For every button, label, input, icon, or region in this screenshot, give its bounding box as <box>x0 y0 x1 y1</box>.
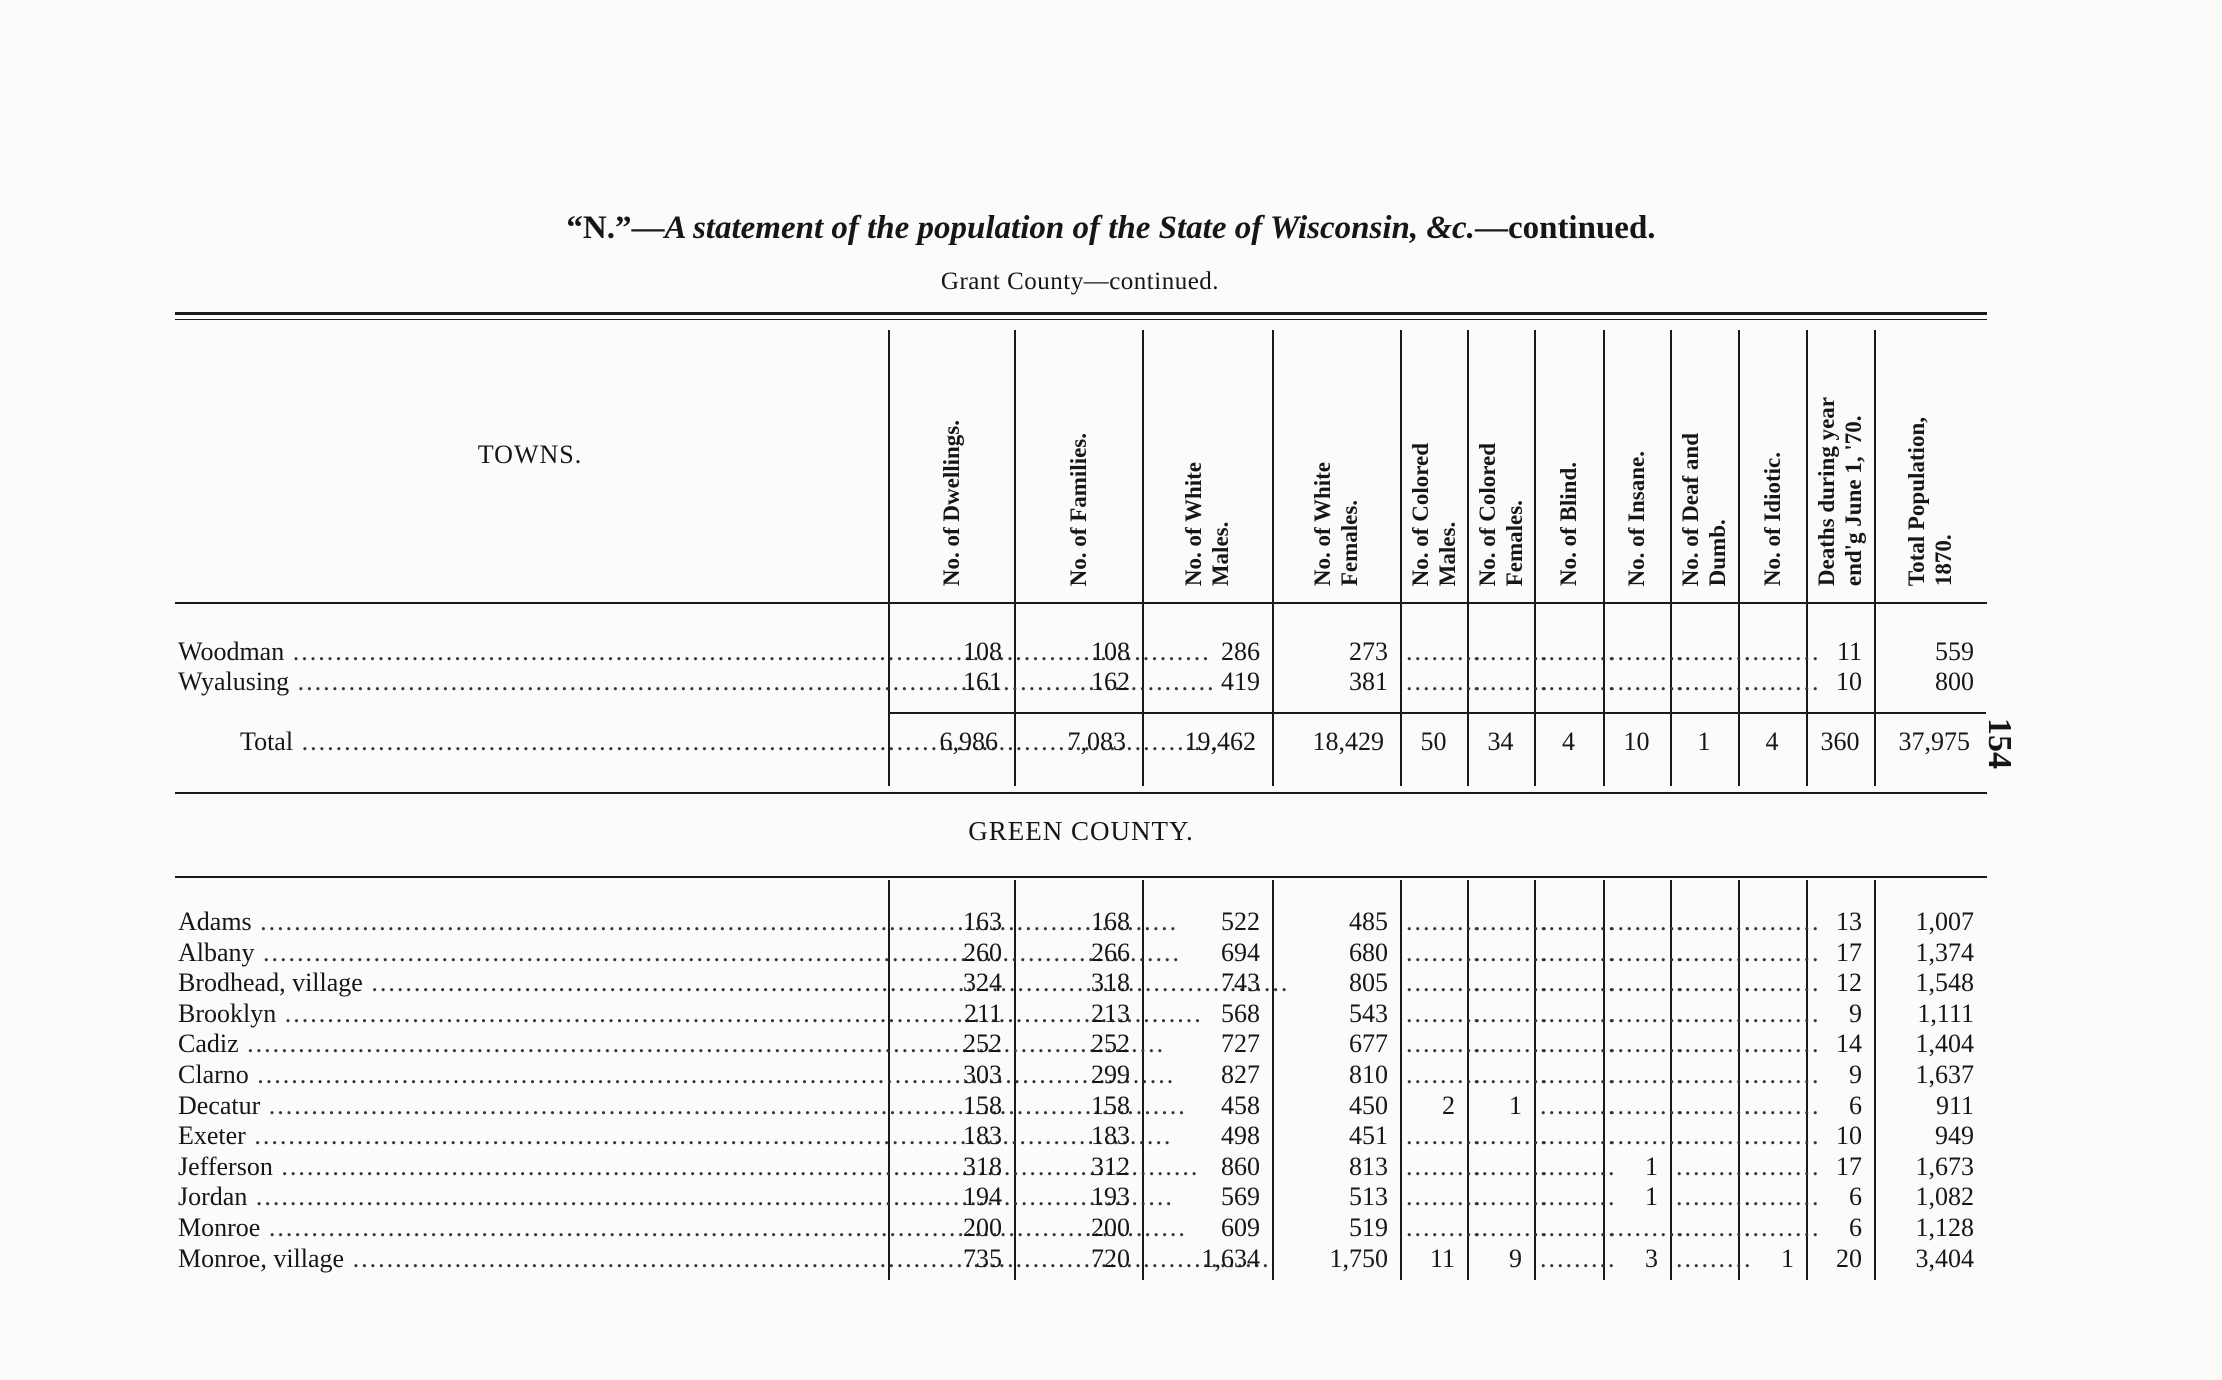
cell-blind: ......... <box>1540 1243 1617 1273</box>
cell-families: 252 <box>1091 1029 1130 1059</box>
column-divider <box>1142 330 1144 786</box>
cell-idiotic: ......... <box>1744 1121 1821 1151</box>
cell-white-males: 609 <box>1221 1213 1260 1242</box>
town-name: Monroe, village ..... <box>178 1243 878 1274</box>
cell-white-males: 286 <box>1221 637 1260 666</box>
cell-deaf-dumb: ......... <box>1676 637 1753 666</box>
town-name: Monroe ..... <box>178 1212 878 1243</box>
cell-dwellings: 163 <box>963 907 1002 936</box>
cell-dwellings: 260 <box>963 937 1002 967</box>
column-header-white-males <box>1142 330 1272 586</box>
table-row <box>0 1243 2222 1274</box>
column-divider <box>1670 330 1672 786</box>
cell-white-males: 568 <box>1221 998 1260 1028</box>
cell-blind: ......... <box>1540 637 1617 666</box>
cell-families: 162 <box>1091 667 1130 696</box>
cell-blind: ......... <box>1540 1060 1617 1089</box>
cell-idiotic: 4 <box>1765 727 1779 756</box>
cell-colored-females: ......... <box>1473 1213 1550 1242</box>
cell-white-males: 860 <box>1221 1151 1260 1181</box>
cell-families: 168 <box>1091 907 1130 936</box>
towns-column-header: TOWNS. <box>477 440 583 469</box>
cell-colored-males: ......... <box>1406 1121 1483 1151</box>
town-name: Total ..... <box>240 726 880 757</box>
cell-total: 37,975 <box>1898 727 1970 756</box>
column-header-total-population <box>1874 330 1986 586</box>
green-county-heading: GREEN COUNTY. <box>968 816 1194 846</box>
title-italic: A statement of the population of the State of Wisconsin, &c. <box>664 210 1475 246</box>
cell-total: 559 <box>1935 637 1974 666</box>
cell-colored-females: ......... <box>1473 907 1550 936</box>
column-header-label: No. of Deaf and Dumb. <box>1678 432 1730 586</box>
cell-colored-males: 2 <box>1442 1090 1455 1120</box>
cell-total: 1,082 <box>1915 1182 1974 1212</box>
cell-blind: ......... <box>1540 1121 1617 1151</box>
page-number: 154 <box>1981 718 2018 769</box>
cell-total: 3,404 <box>1915 1243 1974 1273</box>
cell-dwellings: 158 <box>963 1090 1002 1120</box>
cell-colored-males: ......... <box>1406 998 1483 1028</box>
cell-total: 800 <box>1935 667 1974 696</box>
cell-white-males: 694 <box>1221 937 1260 967</box>
cell-dwellings: 161 <box>963 667 1002 696</box>
cell-deaf-dumb: ......... <box>1676 667 1753 696</box>
cell-total: 1,111 <box>1917 998 1974 1028</box>
column-header-deaf-dumb <box>1670 330 1738 586</box>
table-row <box>0 906 2222 937</box>
town-name: Jordan ..... <box>178 1181 878 1212</box>
cell-insane: ......... <box>1609 1121 1686 1151</box>
title-suffix: —continued. <box>1474 210 1656 246</box>
cell-families: 200 <box>1091 1213 1130 1242</box>
cell-colored-females: ......... <box>1473 937 1550 967</box>
cell-white-females: 451 <box>1349 1121 1388 1151</box>
town-name: Woodman ..... <box>178 636 878 667</box>
page-title <box>0 210 2222 247</box>
cell-insane: 3 <box>1645 1243 1658 1273</box>
cell-deaths: 17 <box>1836 937 1862 967</box>
cell-idiotic: ......... <box>1744 1029 1821 1059</box>
cell-deaf-dumb: ......... <box>1676 1090 1753 1120</box>
cell-colored-males: ......... <box>1406 637 1483 666</box>
cell-insane: ......... <box>1609 1090 1686 1120</box>
cell-deaths: 11 <box>1836 637 1862 666</box>
table-row <box>0 998 2222 1029</box>
cell-colored-females: ......... <box>1473 1151 1550 1181</box>
cell-deaths: 9 <box>1849 998 1862 1028</box>
cell-deaths: 6 <box>1849 1182 1862 1212</box>
cell-blind: ......... <box>1540 968 1617 998</box>
column-header-colored-females <box>1467 330 1534 586</box>
cell-total: 1,637 <box>1915 1060 1974 1089</box>
cell-white-females: 810 <box>1349 1060 1388 1089</box>
cell-colored-females: ......... <box>1473 1060 1550 1089</box>
cell-total: 1,548 <box>1915 968 1974 998</box>
cell-families: 318 <box>1091 968 1130 998</box>
table-row <box>0 1120 2222 1151</box>
cell-colored-males: ......... <box>1406 1060 1483 1089</box>
column-header-dwellings <box>888 330 1014 586</box>
cell-deaf-dumb: ......... <box>1676 937 1753 967</box>
cell-colored-females: ......... <box>1473 667 1550 696</box>
cell-families: 193 <box>1091 1182 1130 1212</box>
cell-blind: ......... <box>1540 907 1617 936</box>
town-name: Cadiz ..... <box>178 1028 878 1059</box>
column-divider <box>1738 330 1740 786</box>
cell-idiotic: ......... <box>1744 998 1821 1028</box>
cell-idiotic: ......... <box>1744 907 1821 936</box>
column-header-label: No. of Blind. <box>1556 462 1581 586</box>
cell-colored-females: ......... <box>1473 1029 1550 1059</box>
table-row <box>0 636 2222 667</box>
cell-families: 183 <box>1091 1121 1130 1151</box>
section-rule-1 <box>175 792 1987 794</box>
cell-colored-females: ......... <box>1473 968 1550 998</box>
cell-idiotic: ......... <box>1744 1182 1821 1212</box>
cell-white-males: 743 <box>1221 968 1260 998</box>
column-header-label: No. of Families. <box>1065 432 1091 586</box>
cell-colored-males: ......... <box>1406 1151 1483 1181</box>
table-row <box>0 1028 2222 1059</box>
town-name: Decatur ..... <box>178 1090 878 1121</box>
column-divider <box>1014 330 1016 786</box>
cell-deaths: 6 <box>1849 1213 1862 1242</box>
section-rule-2 <box>175 876 1987 878</box>
cell-white-females: 1,750 <box>1329 1243 1388 1273</box>
cell-colored-males: ......... <box>1406 667 1483 696</box>
cell-insane: 1 <box>1645 1151 1658 1181</box>
cell-idiotic: ......... <box>1744 1090 1821 1120</box>
cell-total: 1,007 <box>1915 907 1974 936</box>
column-header-label: Deaths during year end'g June 1, '70. <box>1814 396 1866 586</box>
cell-blind: ......... <box>1540 998 1617 1028</box>
column-header-idiotic <box>1738 330 1806 586</box>
cell-deaths: 10 <box>1836 667 1862 696</box>
cell-insane: ......... <box>1609 998 1686 1028</box>
top-rule-thin <box>175 319 1987 320</box>
town-name: Adams ..... <box>178 906 878 937</box>
total-row <box>0 726 2222 757</box>
cell-idiotic: ......... <box>1744 667 1821 696</box>
column-divider <box>1467 330 1469 786</box>
cell-total: 1,404 <box>1915 1029 1974 1059</box>
town-name: Exeter ..... <box>178 1120 878 1151</box>
cell-white-males: 1,634 <box>1201 1243 1260 1273</box>
cell-colored-females: ......... <box>1473 998 1550 1028</box>
cell-deaths: 12 <box>1836 968 1862 998</box>
table-row <box>0 1090 2222 1121</box>
cell-colored-males: 11 <box>1429 1243 1455 1273</box>
cell-colored-females: 9 <box>1509 1243 1522 1273</box>
cell-idiotic: ......... <box>1744 968 1821 998</box>
cell-insane: 10 <box>1623 727 1650 756</box>
cell-families: 158 <box>1091 1090 1130 1120</box>
cell-insane: ......... <box>1609 907 1686 936</box>
cell-blind: 4 <box>1562 727 1575 756</box>
cell-white-males: 522 <box>1221 907 1260 936</box>
cell-insane: ......... <box>1609 968 1686 998</box>
cell-total: 1,673 <box>1915 1151 1974 1181</box>
column-header-label: Total Population, 1870. <box>1904 416 1956 586</box>
cell-blind: ......... <box>1540 937 1617 967</box>
top-rule-thick <box>175 312 1987 315</box>
cell-white-females: 680 <box>1349 937 1388 967</box>
cell-white-females: 450 <box>1349 1090 1388 1120</box>
cell-white-males: 569 <box>1221 1182 1260 1212</box>
cell-total: 911 <box>1935 1090 1974 1120</box>
town-name: Clarno ..... <box>178 1059 878 1090</box>
cell-idiotic: 1 <box>1781 1243 1794 1273</box>
cell-white-females: 273 <box>1349 637 1388 666</box>
column-header-label: No. of Colored Males. <box>1407 442 1460 586</box>
cell-insane: ......... <box>1609 637 1686 666</box>
column-header-colored-males <box>1400 330 1467 586</box>
cell-families: 720 <box>1091 1243 1130 1273</box>
table-row <box>0 1151 2222 1182</box>
cell-white-males: 827 <box>1221 1060 1260 1089</box>
cell-white-females: 813 <box>1349 1151 1388 1181</box>
cell-white-females: 485 <box>1349 907 1388 936</box>
cell-insane: ......... <box>1609 1029 1686 1059</box>
column-divider <box>888 330 890 786</box>
table-row <box>0 967 2222 998</box>
cell-white-males: 498 <box>1221 1121 1260 1151</box>
cell-deaths: 10 <box>1836 1121 1862 1151</box>
cell-insane: ......... <box>1609 1060 1686 1089</box>
cell-colored-females: ......... <box>1473 637 1550 666</box>
title-prefix: “N.”— <box>566 210 665 246</box>
cell-white-males: 419 <box>1221 667 1260 696</box>
cell-deaf-dumb: ......... <box>1676 968 1753 998</box>
cell-families: 7,083 <box>1067 727 1126 756</box>
cell-idiotic: ......... <box>1744 1151 1821 1181</box>
cell-dwellings: 194 <box>963 1182 1002 1212</box>
cell-deaf-dumb: ......... <box>1676 1182 1753 1212</box>
cell-dwellings: 303 <box>963 1060 1002 1089</box>
cell-blind: ......... <box>1540 1090 1617 1120</box>
cell-white-females: 543 <box>1349 998 1388 1028</box>
column-header-label: No. of Insane. <box>1624 450 1649 586</box>
cell-dwellings: 735 <box>963 1243 1002 1273</box>
cell-colored-males: ......... <box>1406 968 1483 998</box>
column-divider <box>1603 330 1605 786</box>
cell-deaf-dumb: ......... <box>1676 998 1753 1028</box>
cell-white-females: 805 <box>1349 968 1388 998</box>
cell-colored-males: ......... <box>1406 907 1483 936</box>
column-header-insane <box>1603 330 1670 586</box>
cell-idiotic: ......... <box>1744 637 1821 666</box>
column-header-label: No. of Idiotic. <box>1759 451 1785 586</box>
cell-dwellings: 252 <box>963 1029 1002 1059</box>
cell-deaf-dumb: ......... <box>1676 1121 1753 1151</box>
cell-total: 1,128 <box>1915 1213 1974 1242</box>
cell-blind: ......... <box>1540 1182 1617 1212</box>
column-header-blind <box>1534 330 1603 586</box>
cell-total: 949 <box>1935 1121 1974 1151</box>
cell-blind: ......... <box>1540 667 1617 696</box>
cell-deaf-dumb: ......... <box>1676 1060 1753 1089</box>
cell-deaf-dumb: ......... <box>1676 907 1753 936</box>
cell-insane: ......... <box>1609 937 1686 967</box>
cell-blind: ......... <box>1540 1151 1617 1181</box>
column-header-label: No. of Dwellings. <box>938 419 964 586</box>
cell-deaths: 360 <box>1820 727 1860 756</box>
cell-white-females: 18,429 <box>1312 727 1384 756</box>
column-divider <box>1400 330 1402 786</box>
column-header-families <box>1014 330 1142 586</box>
page-subtitle: Grant County—continued. <box>940 268 1220 295</box>
cell-insane: ......... <box>1609 667 1686 696</box>
total-rule <box>888 712 1986 714</box>
cell-deaf-dumb: ......... <box>1676 1243 1753 1273</box>
column-header-label: No. of White Females. <box>1310 461 1362 586</box>
column-header-white-females <box>1272 330 1400 586</box>
cell-deaths: 14 <box>1836 1029 1862 1059</box>
cell-idiotic: ......... <box>1744 1060 1821 1089</box>
cell-insane: 1 <box>1645 1182 1658 1212</box>
cell-colored-males: ......... <box>1406 1029 1483 1059</box>
cell-deaf-dumb: ......... <box>1676 1029 1753 1059</box>
cell-families: 266 <box>1091 937 1130 967</box>
cell-deaths: 20 <box>1836 1243 1862 1273</box>
cell-deaf-dumb: ......... <box>1676 1151 1753 1181</box>
header-bottom-rule <box>175 602 1987 604</box>
cell-blind: ......... <box>1540 1213 1617 1242</box>
cell-white-males: 458 <box>1221 1090 1260 1120</box>
cell-colored-males: ......... <box>1406 1213 1483 1242</box>
cell-dwellings: 200 <box>963 1213 1002 1242</box>
column-divider <box>1534 330 1536 786</box>
cell-white-males: 19,462 <box>1184 727 1256 756</box>
cell-deaths: 13 <box>1836 907 1862 936</box>
town-name: Jefferson ..... <box>178 1151 878 1182</box>
cell-total: 1,374 <box>1915 937 1974 967</box>
cell-colored-females: ......... <box>1473 1182 1550 1212</box>
cell-families: 108 <box>1091 637 1130 666</box>
column-header-label: No. of Colored Females. <box>1474 442 1527 586</box>
table-row <box>0 1059 2222 1090</box>
town-name: Brodhead, village ..... <box>178 967 878 998</box>
column-header-deaths <box>1806 330 1874 586</box>
town-name: Brooklyn ..... <box>178 998 878 1029</box>
column-divider <box>1874 330 1876 786</box>
cell-colored-males: ......... <box>1406 1182 1483 1212</box>
cell-white-males: 727 <box>1221 1029 1260 1059</box>
cell-dwellings: 318 <box>963 1151 1002 1181</box>
column-header-label: No. of White Males. <box>1181 461 1233 586</box>
cell-colored-males: 50 <box>1420 727 1447 756</box>
cell-families: 299 <box>1091 1060 1130 1089</box>
cell-idiotic: ......... <box>1744 937 1821 967</box>
cell-deaths: 6 <box>1849 1090 1862 1120</box>
cell-dwellings: 324 <box>963 968 1002 998</box>
cell-deaths: 17 <box>1836 1151 1862 1181</box>
cell-white-females: 381 <box>1349 667 1388 696</box>
cell-dwellings: 6,986 <box>939 727 998 756</box>
column-divider <box>1272 330 1274 786</box>
cell-deaf-dumb: 1 <box>1697 727 1711 756</box>
cell-dwellings: 108 <box>963 637 1002 666</box>
town-name: Albany ..... <box>178 937 878 968</box>
cell-blind: ......... <box>1540 1029 1617 1059</box>
table-row <box>0 1212 2222 1243</box>
cell-idiotic: ......... <box>1744 1213 1821 1242</box>
column-divider <box>1806 330 1808 786</box>
cell-deaths: 9 <box>1849 1060 1862 1089</box>
cell-colored-males: ......... <box>1406 937 1483 967</box>
cell-white-females: 677 <box>1349 1029 1388 1059</box>
town-name: Wyalusing ..... <box>178 666 878 697</box>
cell-families: 213 <box>1091 998 1130 1028</box>
table-row <box>0 666 2222 697</box>
cell-colored-females: ......... <box>1473 1121 1550 1151</box>
cell-dwellings: 211 <box>963 998 1002 1028</box>
cell-deaf-dumb: ......... <box>1676 1213 1753 1242</box>
cell-dwellings: 183 <box>963 1121 1002 1151</box>
cell-colored-females: 1 <box>1509 1090 1522 1120</box>
cell-insane: ......... <box>1609 1213 1686 1242</box>
table-row <box>0 937 2222 968</box>
table-row <box>0 1181 2222 1212</box>
cell-colored-females: 34 <box>1487 727 1514 756</box>
cell-white-females: 513 <box>1349 1182 1388 1212</box>
cell-families: 312 <box>1091 1151 1130 1181</box>
cell-white-females: 519 <box>1349 1213 1388 1242</box>
